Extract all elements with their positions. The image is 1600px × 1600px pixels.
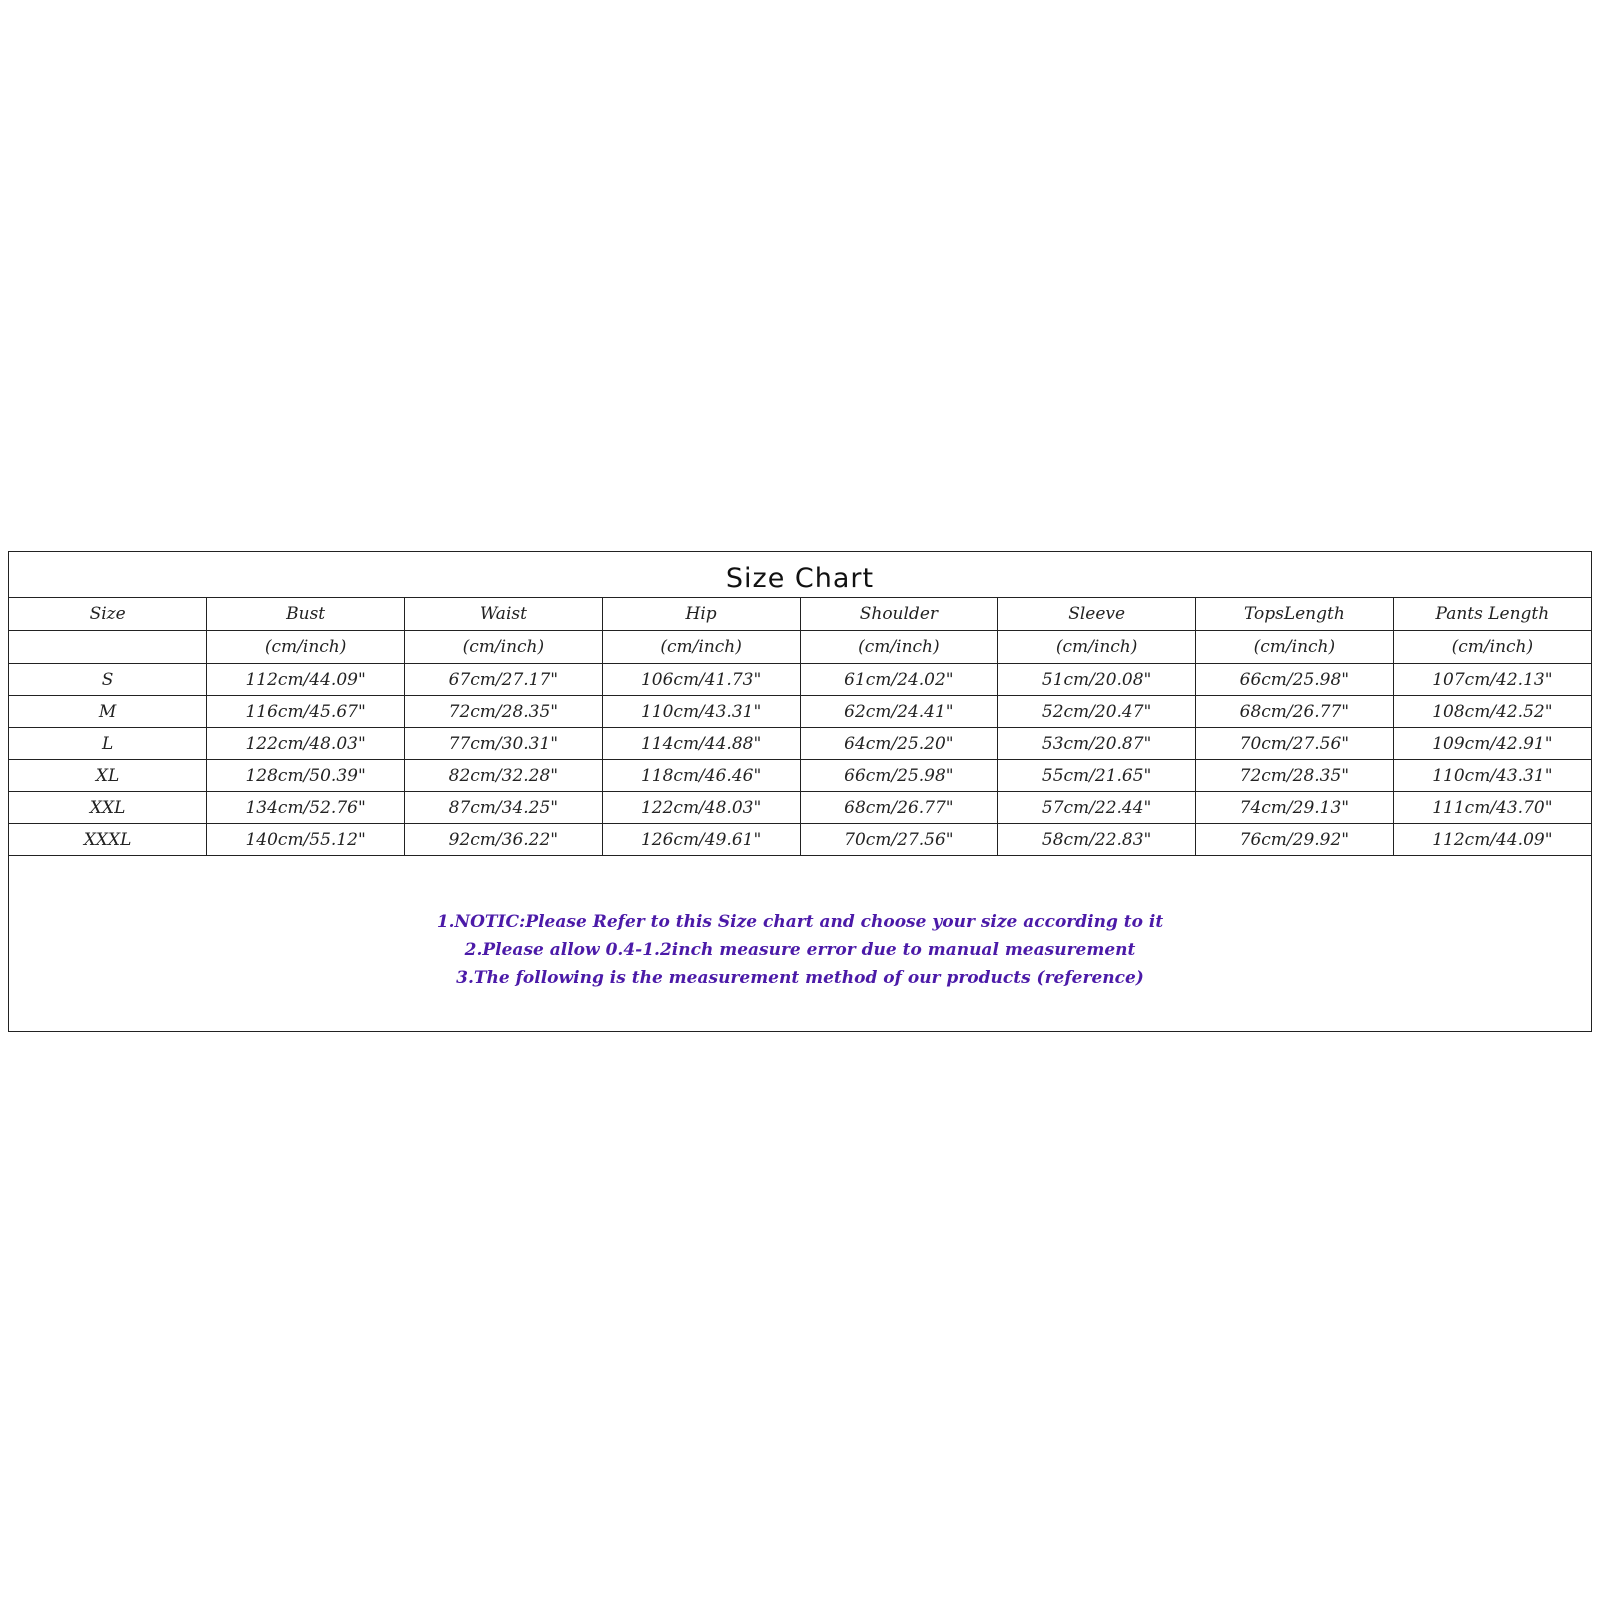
table-row xyxy=(9,664,1591,696)
table-cell: 82cm/32.28" xyxy=(405,760,603,792)
unit-cell: (cm/inch) xyxy=(1393,631,1591,664)
unit-cell: (cm/inch) xyxy=(800,631,998,664)
column-header: Pants Length xyxy=(1393,598,1591,631)
column-header: Sleeve xyxy=(998,598,1196,631)
table-cell: 126cm/49.61" xyxy=(602,824,800,856)
table-cell: 112cm/44.09" xyxy=(207,664,405,696)
table-cell: 62cm/24.41" xyxy=(800,696,998,728)
unit-cell: (cm/inch) xyxy=(405,631,603,664)
table-cell: 112cm/44.09" xyxy=(1393,824,1591,856)
table-cell: 72cm/28.35" xyxy=(1196,760,1394,792)
unit-cell: (cm/inch) xyxy=(602,631,800,664)
table-cell: 66cm/25.98" xyxy=(800,760,998,792)
table-cell: 109cm/42.91" xyxy=(1393,728,1591,760)
table-cell: 134cm/52.76" xyxy=(207,792,405,824)
unit-cell: (cm/inch) xyxy=(998,631,1196,664)
table-cell: 55cm/21.65" xyxy=(998,760,1196,792)
table-row xyxy=(9,792,1591,824)
table-cell: 68cm/26.77" xyxy=(800,792,998,824)
table-cell: 111cm/43.70" xyxy=(1393,792,1591,824)
table-cell: 122cm/48.03" xyxy=(602,792,800,824)
column-header: Size xyxy=(9,598,207,631)
chart-title: Size Chart xyxy=(9,552,1591,598)
note-line: 1.NOTIC:Please Refer to this Size chart and choose your size according to it xyxy=(436,912,1164,932)
table-cell: 74cm/29.13" xyxy=(1196,792,1394,824)
table-cell: 116cm/45.67" xyxy=(207,696,405,728)
table-row xyxy=(9,728,1591,760)
unit-row xyxy=(9,631,1591,664)
table-cell: 51cm/20.08" xyxy=(998,664,1196,696)
table-cell: 108cm/42.52" xyxy=(1393,696,1591,728)
note-line: 3.The following is the measurement method of our products (reference) xyxy=(456,968,1144,988)
unit-cell: (cm/inch) xyxy=(1196,631,1394,664)
notes xyxy=(9,908,1591,992)
table-cell: 76cm/29.92" xyxy=(1196,824,1394,856)
column-header: Shoulder xyxy=(800,598,998,631)
table-cell: 52cm/20.47" xyxy=(998,696,1196,728)
header-row xyxy=(9,598,1591,631)
table-cell: 110cm/43.31" xyxy=(602,696,800,728)
unit-cell: (cm/inch) xyxy=(207,631,405,664)
size-label: XXXL xyxy=(9,824,207,856)
table-cell: 106cm/41.73" xyxy=(602,664,800,696)
table-row xyxy=(9,696,1591,728)
table-cell: 118cm/46.46" xyxy=(602,760,800,792)
size-label: XXL xyxy=(9,792,207,824)
column-header: TopsLength xyxy=(1196,598,1394,631)
table-cell: 64cm/25.20" xyxy=(800,728,998,760)
table-cell: 92cm/36.22" xyxy=(405,824,603,856)
column-header: Hip xyxy=(602,598,800,631)
size-label: XL xyxy=(9,760,207,792)
table-cell: 70cm/27.56" xyxy=(800,824,998,856)
table-row xyxy=(9,824,1591,856)
table-cell: 72cm/28.35" xyxy=(405,696,603,728)
size-table xyxy=(9,598,1591,856)
table-cell: 140cm/55.12" xyxy=(207,824,405,856)
column-header: Bust xyxy=(207,598,405,631)
table-cell: 66cm/25.98" xyxy=(1196,664,1394,696)
table-cell: 77cm/30.31" xyxy=(405,728,603,760)
column-header: Waist xyxy=(405,598,603,631)
table-cell: 68cm/26.77" xyxy=(1196,696,1394,728)
table-cell: 114cm/44.88" xyxy=(602,728,800,760)
size-label: S xyxy=(9,664,207,696)
size-chart xyxy=(8,551,1592,1032)
unit-cell xyxy=(9,631,207,664)
table-cell: 61cm/24.02" xyxy=(800,664,998,696)
size-label: L xyxy=(9,728,207,760)
size-label: M xyxy=(9,696,207,728)
table-cell: 87cm/34.25" xyxy=(405,792,603,824)
table-cell: 67cm/27.17" xyxy=(405,664,603,696)
table-cell: 128cm/50.39" xyxy=(207,760,405,792)
table-cell: 107cm/42.13" xyxy=(1393,664,1591,696)
table-cell: 122cm/48.03" xyxy=(207,728,405,760)
table-cell: 58cm/22.83" xyxy=(998,824,1196,856)
table-cell: 70cm/27.56" xyxy=(1196,728,1394,760)
table-row xyxy=(9,760,1591,792)
table-cell: 57cm/22.44" xyxy=(998,792,1196,824)
table-cell: 53cm/20.87" xyxy=(998,728,1196,760)
table-cell: 110cm/43.31" xyxy=(1393,760,1591,792)
note-line: 2.Please allow 0.4-1.2inch measure error due to manual measurement xyxy=(464,940,1136,960)
